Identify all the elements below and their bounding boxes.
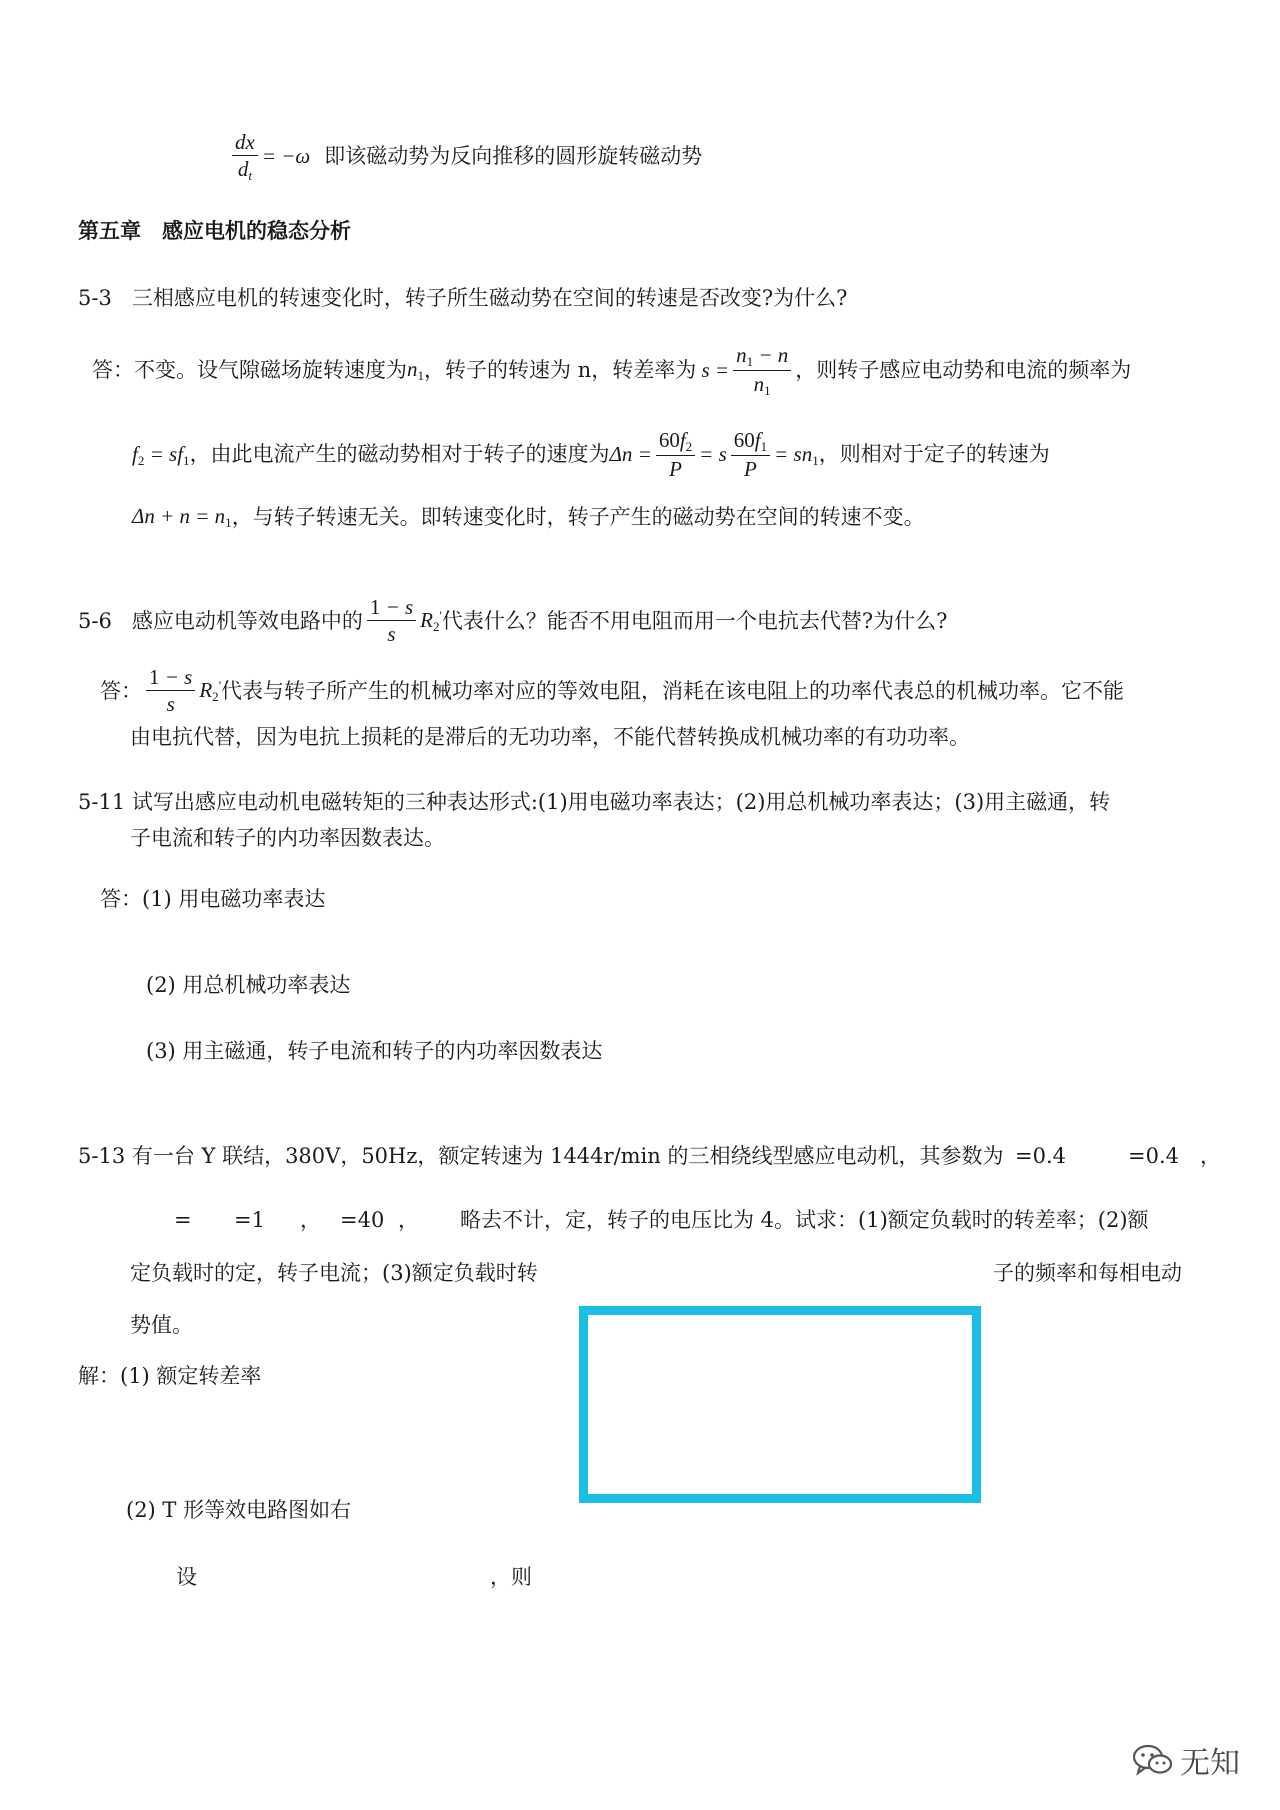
r2-prime-2: $R_2'$ <box>199 677 222 705</box>
q56-question-b: 代表什么？能否不用电阻而用一个电抗去代替?为什么? <box>441 608 948 633</box>
q513-solution3-b: ，则 <box>490 1565 532 1589</box>
q56-answer-line2: 由电抗代替，因为电抗上损耗的是滞后的无功功率，不能代替转换成机械功率的有功功率。 <box>130 725 970 749</box>
watermark-text: 无知 <box>1180 1746 1240 1781</box>
num-1-s: 1 − s <box>367 597 416 621</box>
q513-line3-a: 定负载时的定，转子电流；(3)额定负载时转 <box>130 1261 538 1285</box>
wechat-icon <box>1132 1743 1174 1777</box>
q513-solution3-a: 设 <box>176 1565 197 1589</box>
q513-line4: 势值。 <box>130 1313 193 1337</box>
q53-answer-line3 <box>132 506 925 529</box>
q56-ans-prefix: 答： <box>100 678 142 703</box>
q56-answer-line1 <box>100 667 1124 715</box>
q53-ans2-b: ，则相对于定子的转速为 <box>818 442 1050 467</box>
q513-param2: =0.4 <box>1128 1144 1179 1168</box>
intro-text: 即该磁动势为反向推移的圆形旋转磁动势 <box>324 144 703 169</box>
s-symbol: s = <box>696 358 730 383</box>
num-1-s-2: 1 − s <box>146 667 195 691</box>
q513-param3: =1 <box>234 1208 265 1232</box>
q513-solution1: 解：(1) 额定转差率 <box>78 1364 262 1388</box>
q53-ans-a: 答：不变。设气隙磁场旋转速度为 <box>92 358 407 383</box>
intro-formula <box>228 132 702 182</box>
q56-question-a: 感应电动机等效电路中的 <box>131 608 363 633</box>
q511-answer2: (2) 用总机械功率表达 <box>146 973 351 997</box>
q53-answer-line2 <box>132 430 1050 480</box>
slip-num: $n_1 - n$ <box>733 345 791 371</box>
eq-s: = s <box>699 442 727 467</box>
one-minus-s-over-s-2 <box>146 667 195 715</box>
q513-comma1: ， <box>1200 1144 1221 1168</box>
q513-line1-text: 5-13 有一台 Y 联结，380V，50Hz，额定转速为 1444r/min 的三相绕线型感应电动机，其参数为 <box>78 1144 1004 1168</box>
q53-answer-line1 <box>92 345 1131 397</box>
q511-answer3: (3) 用主磁通，转子电流和转子的内功率因数表达 <box>146 1039 603 1063</box>
q513-param4: =40 <box>340 1208 385 1232</box>
one-minus-s-over-s <box>367 597 416 645</box>
circuit-diagram-frame <box>579 1306 981 1503</box>
slip-fraction <box>733 345 791 397</box>
den-s-2: s <box>166 692 175 716</box>
chapter-heading: 第五章 感应电机的稳态分析 <box>78 218 351 243</box>
q53-ans3: ，与转子转速无关。即转速变化时，转子产生的磁动势在空间的转速不变。 <box>231 504 925 529</box>
f2-eq: $f_2 = sf_1$ <box>132 441 190 468</box>
den-text: d <box>237 157 249 181</box>
q513-param1: =0.4 <box>1015 1144 1066 1168</box>
dx-dt-fraction <box>232 132 258 182</box>
q53-number: 5-3 <box>78 286 112 310</box>
den-sub: t <box>248 167 252 183</box>
num-60f1: $60f_1$ <box>731 430 770 456</box>
slip-den: $n_1$ <box>753 371 771 398</box>
q513-line1 <box>78 1146 1003 1167</box>
fraction-numerator: dx <box>232 132 258 156</box>
q513-line3-b: 子的频率和每相电动 <box>993 1261 1182 1285</box>
q53-question <box>78 288 847 309</box>
q513-eq-sign: = <box>174 1208 192 1232</box>
q511-line2: 子电流和转子的内功率因数表达。 <box>130 826 445 850</box>
q511-line1: 5-11 试写出感应电动机电磁转矩的三种表达形式:(1)用电磁功率表达；(2)用总机械功率表达；(3)用主磁通，转 <box>78 790 1111 814</box>
q513-line2-tail: 略去不计，定，转子的电压比为 4。试求：(1)额定负载时的转差率；(2)额 <box>460 1208 1149 1232</box>
den-s: s <box>387 622 396 646</box>
sum-eq: $\Delta n + n = n_1$ <box>132 504 232 530</box>
q53-question-text: 三相感应电机的转速变化时，转子所生磁动势在空间的转速是否改变?为什么? <box>131 286 848 310</box>
num-60f2: $60f_2$ <box>656 430 695 456</box>
delta-n-eq: Δn = <box>609 442 652 467</box>
r2-prime: $R_2'$ <box>420 607 442 635</box>
den-p2: P <box>744 456 757 481</box>
intro-rhs: = −ω <box>261 144 311 169</box>
q511-answer1: 答：(1) 用电磁功率表达 <box>100 887 326 911</box>
q513-solution2: (2) T 形等效电路图如右 <box>126 1498 352 1522</box>
frac-60f1-p <box>731 430 770 480</box>
frac-60f2-p <box>656 430 695 480</box>
q56-number: 5-6 <box>78 608 112 633</box>
q53-ans2-a: ，由此电流产生的磁动势相对于转子的速度为 <box>189 442 610 467</box>
eq-sn1: = $sn_1$ <box>774 441 819 468</box>
den-p: P <box>669 456 682 481</box>
fraction-denominator <box>235 156 255 182</box>
q53-ans-c: ，则转子感应电动势和电流的频率为 <box>795 358 1132 383</box>
q56-question <box>78 597 947 645</box>
q53-ans-b: ，转子的转速为 n，转差率为 <box>424 358 697 383</box>
q56-ans-a: 代表与转子所产生的机械功率对应的等效电阻，消耗在该电阻上的功率代表总的机械功率。它不能 <box>221 678 1125 703</box>
n1-symbol: $n_1$ <box>407 357 425 384</box>
watermark <box>1132 1738 1240 1782</box>
q513-comma3: ， <box>398 1208 419 1232</box>
q513-comma2: ， <box>300 1208 321 1232</box>
